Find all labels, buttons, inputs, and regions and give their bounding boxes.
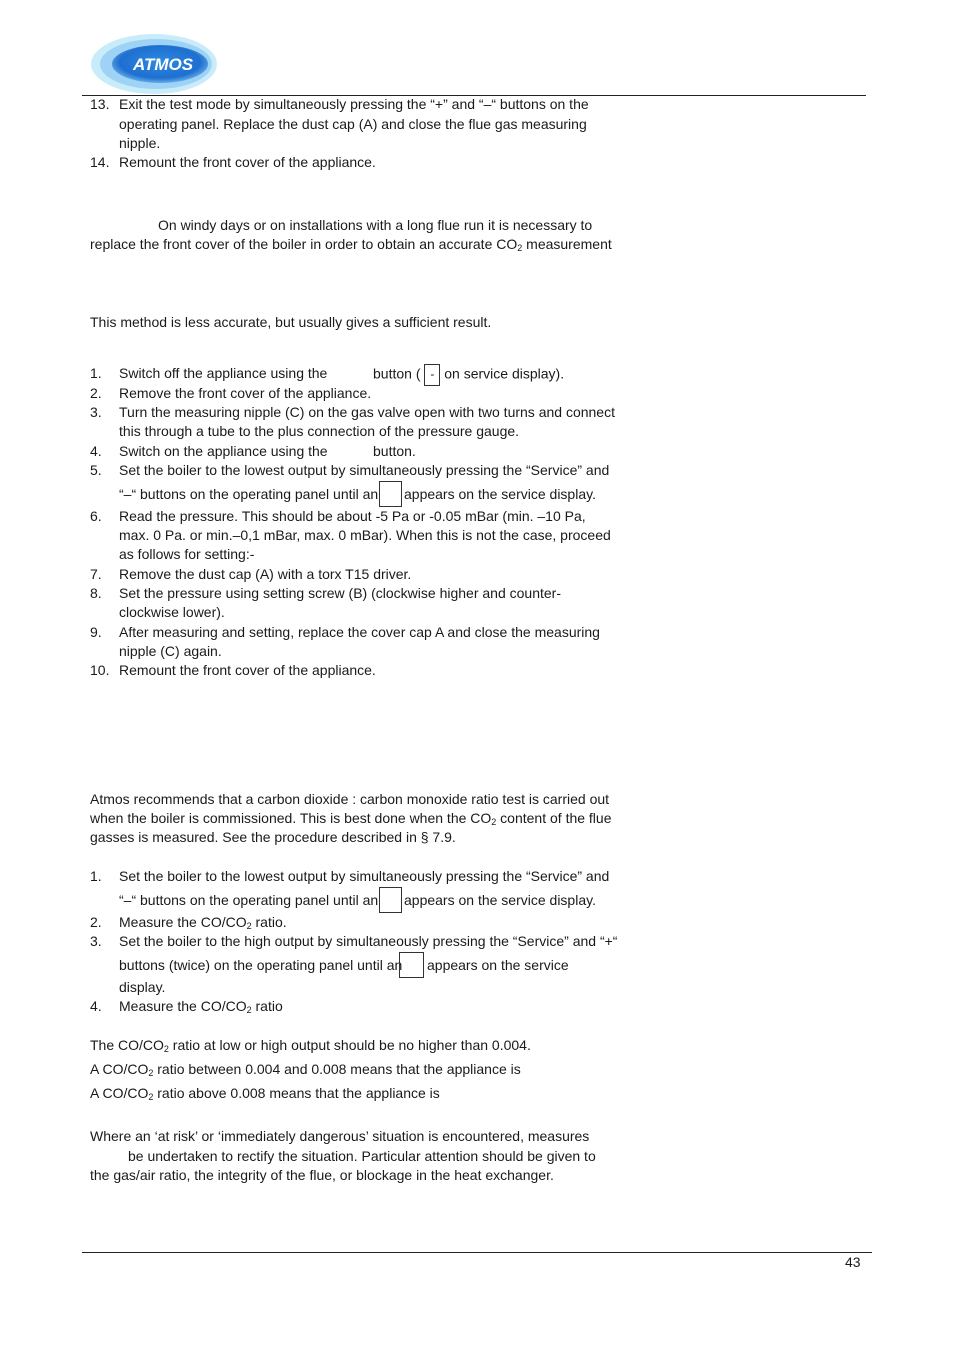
step-text: Remount the front cover of the appliance.: [119, 154, 376, 170]
page-number: 43: [845, 1254, 861, 1270]
step-text: Exit the test mode by simultaneously pressing the “+” and “–“ buttons on the: [119, 96, 589, 112]
method-text: This method is less accurate, but usually gives a sufficient result.: [90, 314, 492, 330]
footer-rule: [82, 1252, 872, 1253]
logo-text: ATMOS: [132, 55, 194, 74]
step-text: Set the boiler to the lowest output by simultaneously pressing the “Service” and: [119, 462, 610, 478]
step-text: “–“ buttons on the operating panel until an: [119, 486, 379, 502]
display-code-box: [399, 952, 424, 978]
step-text: Remove the front cover of the appliance.: [119, 385, 372, 401]
step-text: Switch off the appliance using the: [119, 365, 328, 381]
step-text: nipple (C) again.: [119, 643, 222, 659]
step-number: 4.: [90, 998, 102, 1014]
step-number: 1.: [90, 365, 102, 381]
step-text: appears on the service: [427, 957, 569, 973]
step-text: as follows for setting:-: [119, 546, 255, 562]
step-text: display.: [119, 979, 166, 995]
step-text: button ( - on service display).: [373, 364, 564, 386]
step-number: 4.: [90, 443, 102, 459]
step-text: max. 0 Pa. or min.–0,1 mBar, max. 0 mBar). When this is not the case, proceed: [119, 527, 611, 543]
display-code-box: [379, 481, 402, 507]
atmos-logo: [90, 33, 218, 95]
step-number: 10.: [90, 662, 110, 678]
step-text: Switch on the appliance using the: [119, 443, 328, 459]
step-text: Remount the front cover of the appliance.: [119, 662, 376, 678]
step-text: Set the pressure using setting screw (B) (clockwise higher and counter-: [119, 585, 561, 601]
step-text: button.: [373, 443, 416, 459]
minus-key-box: -: [424, 364, 440, 386]
step-number: 8.: [90, 585, 102, 601]
step-text: Set the boiler to the lowest output by simultaneously pressing the “Service” and: [119, 868, 610, 884]
step-number: 2.: [90, 914, 102, 930]
step-text: appears on the service display.: [404, 486, 596, 502]
step-text: operating panel. Replace the dust cap (A) and close the flue gas measuring: [119, 116, 587, 132]
step-text: nipple.: [119, 135, 161, 151]
note-text: On windy days or on installations with a long flue run it is necessary to: [158, 217, 593, 233]
step-text: Turn the measuring nipple (C) on the gas valve open with two turns and connect: [119, 404, 615, 420]
note-text: replace the front cover of the boiler in order to obtain an accurate $CO_2$ measurement: [90, 236, 612, 253]
step-number: 14.: [90, 154, 110, 170]
step-text: clockwise lower).: [119, 604, 225, 620]
step-text: Measure the $CO/CO_2$ ratio: [119, 998, 283, 1015]
step-number: 13.: [90, 96, 110, 112]
ratio-result-text: The $CO/CO_2$ ratio at low or high output should be no higher than 0.004.: [90, 1037, 531, 1054]
step-text: Measure the $CO/CO_2$ ratio.: [119, 914, 287, 931]
step-number: 2.: [90, 385, 102, 401]
step-number: 5.: [90, 462, 102, 478]
step-text: appears on the service display.: [404, 892, 596, 908]
step-text: Remove the dust cap (A) with a torx T15 driver.: [119, 566, 412, 582]
step-number: 1.: [90, 868, 102, 884]
step-number: 3.: [90, 933, 102, 949]
step-number: 6.: [90, 508, 102, 524]
step-number: 3.: [90, 404, 102, 420]
ratio-result-text: A $CO/CO_2$ ratio between 0.004 and 0.008 means that the appliance is: [90, 1061, 521, 1078]
warning-text: Where an ‘at risk’ or ‘immediately dangerous’ situation is encountered, measures: [90, 1128, 590, 1144]
display-code-box: [379, 887, 402, 913]
ratio-intro-text: gasses is measured. See the procedure described in § 7.9.: [90, 829, 456, 845]
step-text: this through a tube to the plus connection of the pressure gauge.: [119, 423, 520, 439]
step-text: buttons (twice) on the operating panel until an: [119, 957, 403, 973]
step-text: Read the pressure. This should be about -5 Pa or -0.05 mBar (min. –10 Pa,: [119, 508, 586, 524]
warning-text: the gas/air ratio, the integrity of the flue, or blockage in the heat exchanger.: [90, 1167, 554, 1183]
step-text: Set the boiler to the high output by simultaneously pressing the “Service” and “+“: [119, 933, 618, 949]
step-text: “–“ buttons on the operating panel until an: [119, 892, 379, 908]
ratio-result-text: A $CO/CO_2$ ratio above 0.008 means that the appliance is: [90, 1085, 440, 1102]
step-number: 9.: [90, 624, 102, 640]
ratio-intro-text: when the boiler is commissioned. This is best done when the $CO_2$ content of the flue: [90, 810, 612, 827]
step-number: 7.: [90, 566, 102, 582]
warning-text: be undertaken to rectify the situation. Particular attention should be given to: [128, 1148, 596, 1164]
ratio-intro-text: Atmos recommends that a carbon dioxide : carbon monoxide ratio test is carried out: [90, 791, 610, 807]
step-text: After measuring and setting, replace the cover cap A and close the measuring: [119, 624, 600, 640]
